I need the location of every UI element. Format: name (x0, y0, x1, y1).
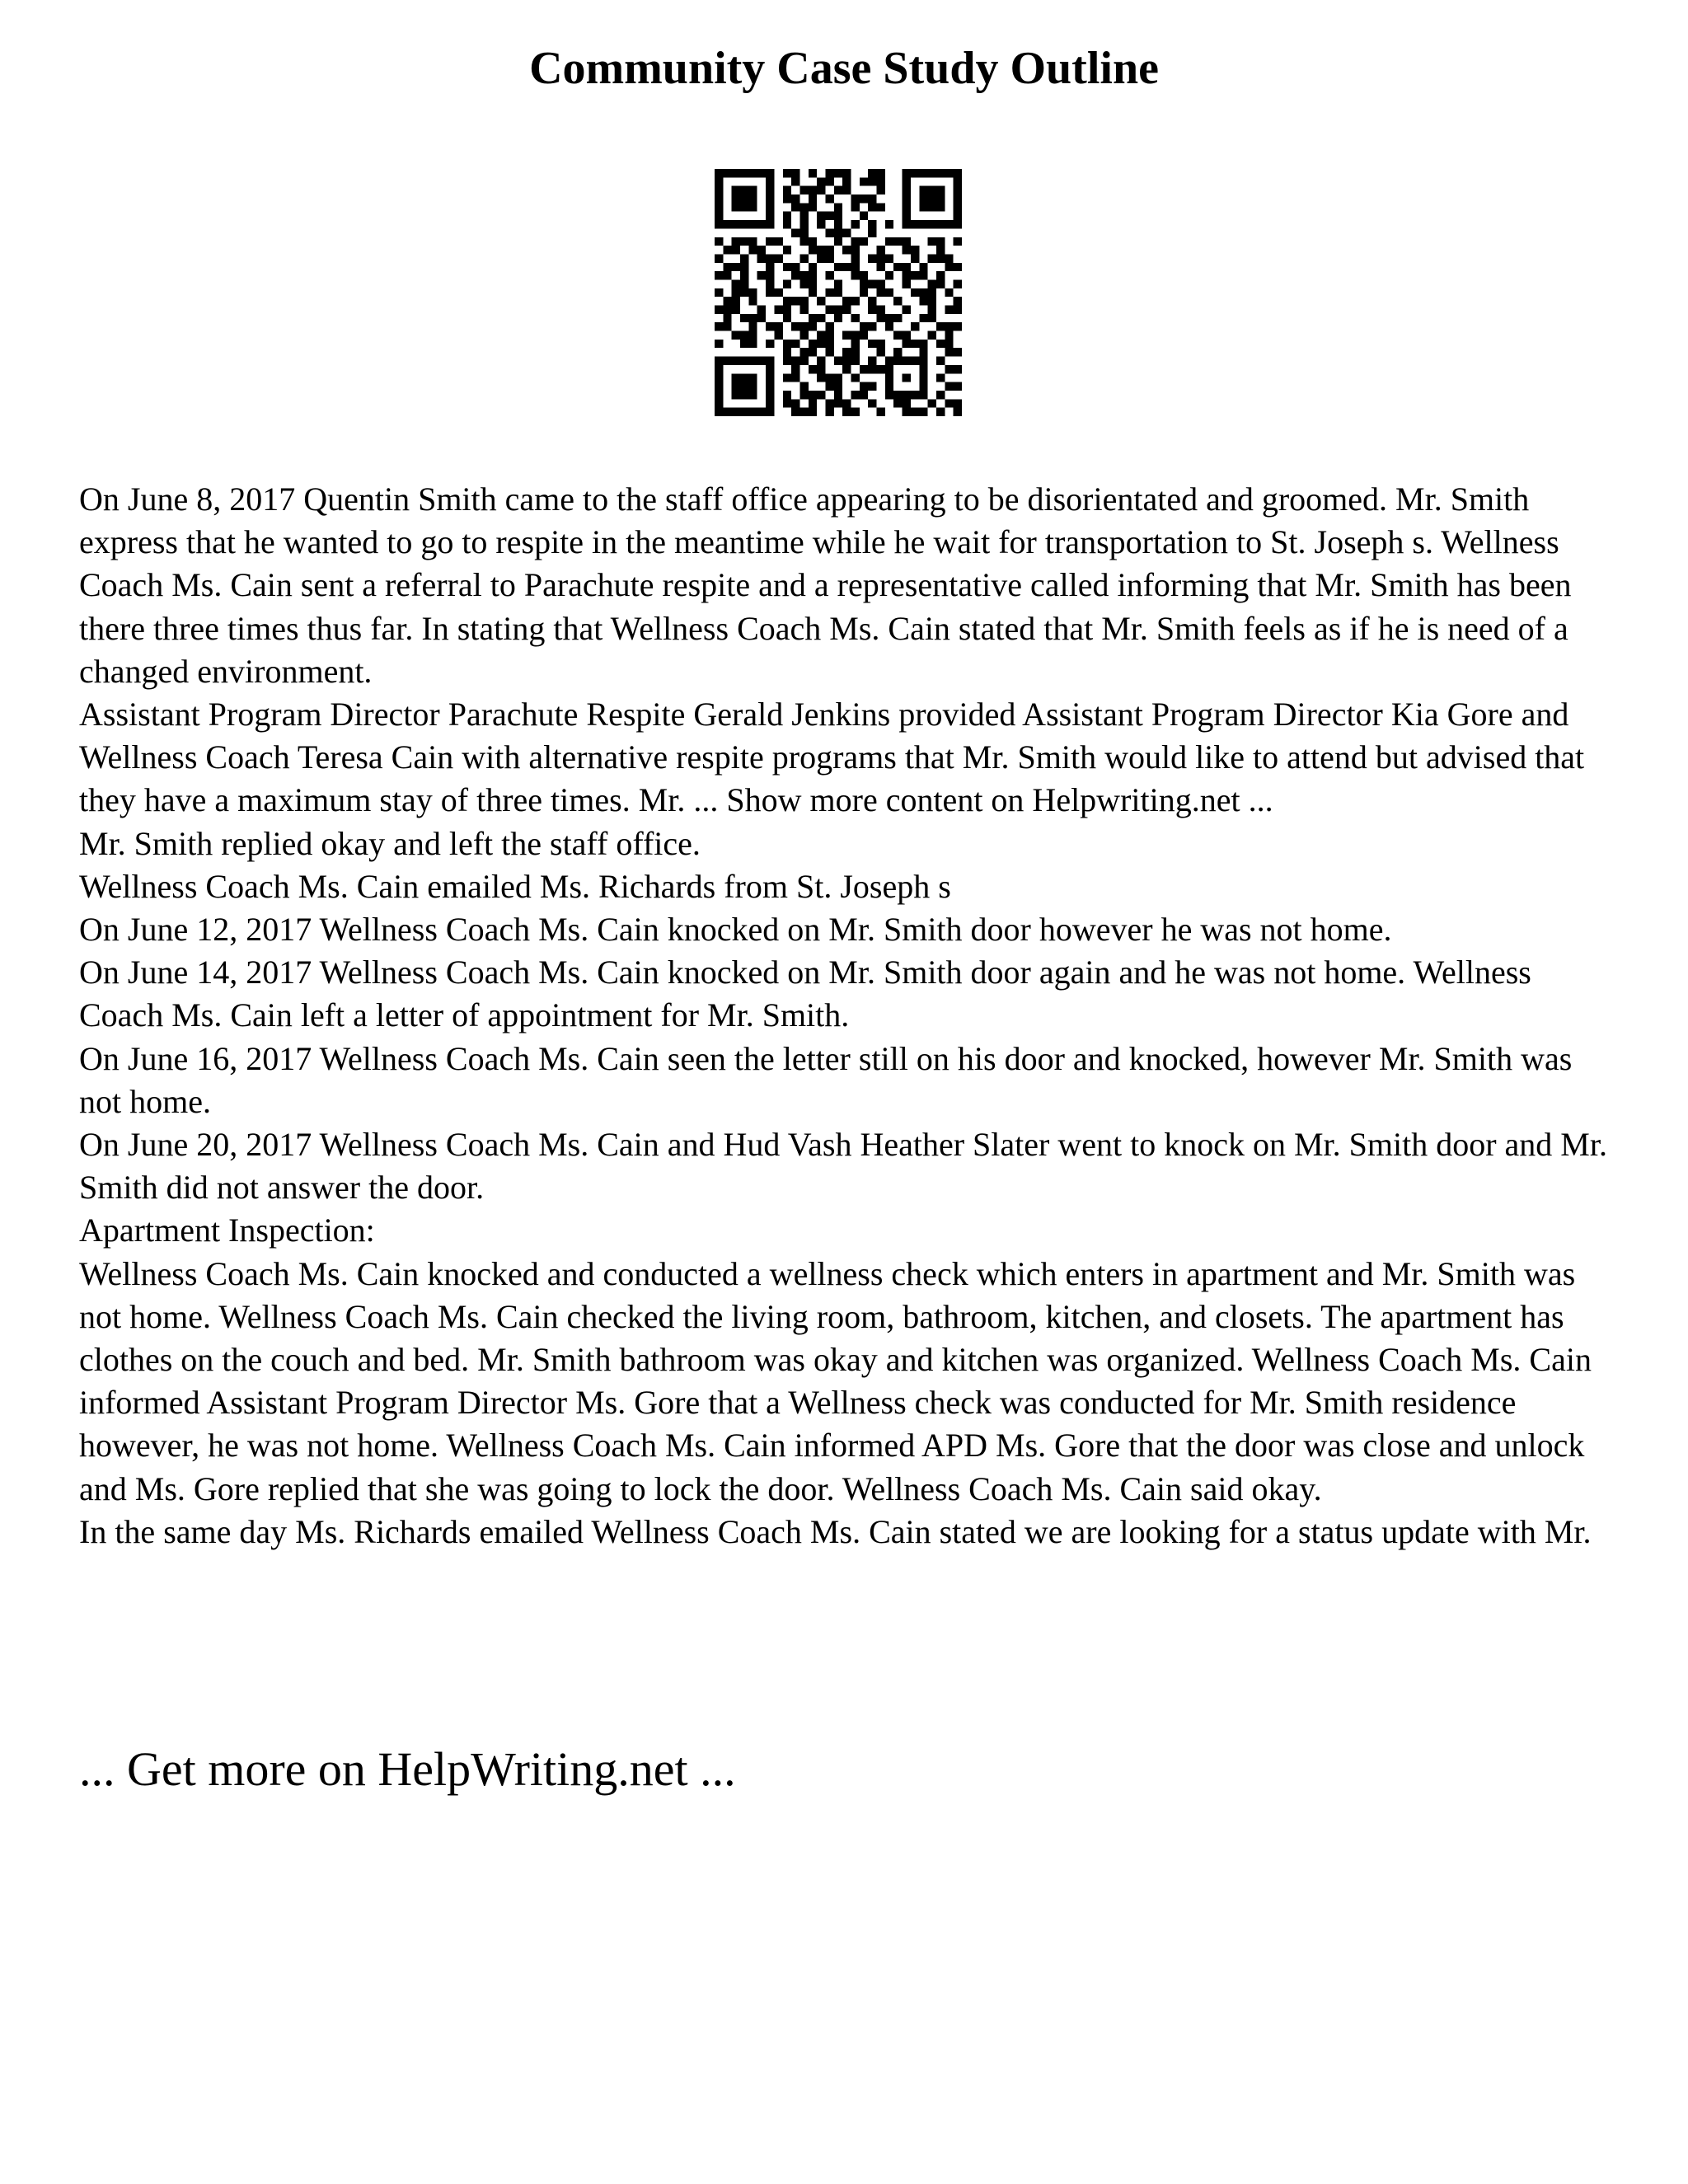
paragraph: In the same day Ms. Richards emailed Wellness Coach Ms. Cain stated we are looking for a status update with Mr. (79, 1512, 1592, 1550)
paragraph: On June 8, 2017 Quentin Smith came to the staff office appearing to be disorientated and groomed. Mr. Smith express that he wanted to go to respite in the meantime while he wait for transportation to St. Joseph s. Wellness Coach Ms. Cain sent a referral to Parachute respite and a representative called informing that Mr. Smith has been there three times thus far. In stating that Wellness Coach Ms. Cain stated that Mr. Smith feels as if he is need of a changed environment. (79, 480, 1572, 690)
paragraph: On June 20, 2017 Wellness Coach Ms. Cain and Hud Vash Heather Slater went to knock on Mr. Smith door and Mr. Smith did not answer the door. (79, 1126, 1607, 1207)
qr-code-icon (715, 169, 962, 416)
paragraph: On June 14, 2017 Wellness Coach Ms. Cain knocked on Mr. Smith door again and he was not home. Wellness Coach Ms. Cain left a letter of appointment for Mr. Smith. (79, 954, 1531, 1034)
paragraph: Wellness Coach Ms. Cain knocked and conducted a wellness check which enters in apartment and Mr. Smith was not home. Wellness Coach Ms. Cain checked the living room, bathroom, kitchen, and closets. The apartment has clothes on the couch and bed. Mr. Smith bathroom was okay and kitchen was organized. Wellness Coach Ms. Cain informed Assistant Program Director Ms. Gore that a Wellness check was conducted for Mr. Smith residence however, he was not home. Wellness Coach Ms. Cain informed APD Ms. Gore that the door was close and unlock and Ms. Gore replied that she was going to lock the door. Wellness Coach Ms. Cain said okay. (79, 1254, 1592, 1507)
paragraph: On June 16, 2017 Wellness Coach Ms. Cain seen the letter still on his door and knocked, however Mr. Smith was not home. (79, 1039, 1573, 1120)
page-title: Community Case Study Outline (529, 43, 1159, 94)
get-more-link[interactable]: ... Get more on HelpWriting.net ... (79, 1742, 736, 1796)
paragraph: Assistant Program Director Parachute Respite Gerald Jenkins provided Assistant Program Director Kia Gore and Wellness Coach Teresa Cain with alternative respite programs that Mr. Smith would like to attend but advised that they have a maximum stay of three times. Mr. ... Show more content on Helpwriting.net ... (79, 696, 1585, 819)
document-body (79, 478, 1620, 1554)
paragraph: On June 12, 2017 Wellness Coach Ms. Cain knocked on Mr. Smith door however he was not home. (79, 911, 1392, 949)
paragraph: Wellness Coach Ms. Cain emailed Ms. Richards from St. Joseph s (79, 867, 951, 905)
section-heading: Apartment Inspection: (79, 1212, 375, 1249)
paragraph: Mr. Smith replied okay and left the staff office. (79, 824, 701, 862)
